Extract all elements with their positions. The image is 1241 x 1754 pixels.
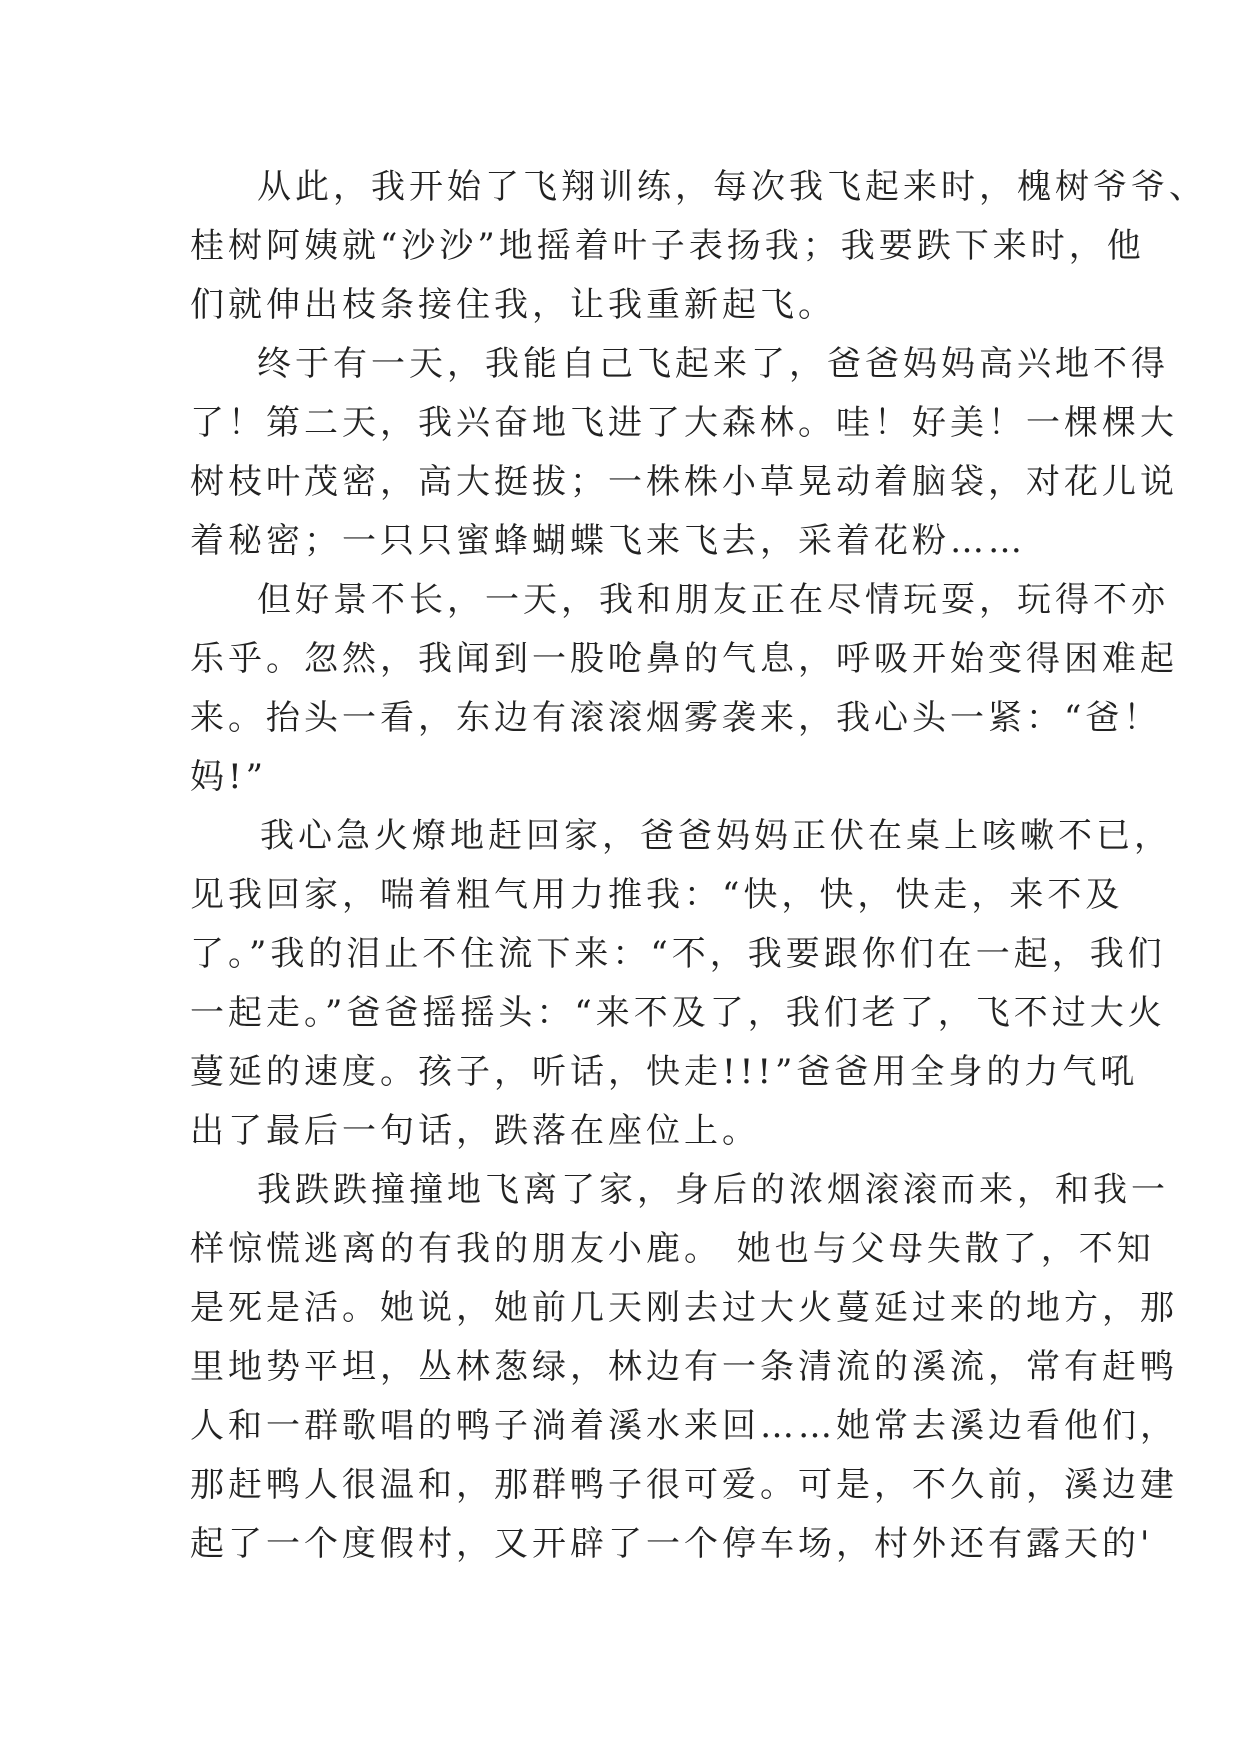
text-line: 样惊慌逃离的有我的朋友小鹿。 她也与父母失散了，不知: [190, 1229, 1155, 1269]
text-line: 们就伸出枝条接住我，让我重新起飞。: [190, 285, 836, 325]
text-line: 我跌跌撞撞地飞离了家，身后的浓烟滚滚而来，和我一: [257, 1170, 1169, 1210]
text-line: 来。抬头一看，东边有滚滚烟雾袭来，我心头一紧：“爸！: [190, 698, 1162, 738]
text-line: 出了最后一句话，跌落在座位上。: [190, 1111, 760, 1151]
paragraph-4: [190, 807, 1172, 1161]
text-line: 从此，我开始了飞翔训练，每次我飞起来时，槐树爷爷、: [257, 167, 1207, 207]
paragraph-3: [190, 571, 1178, 807]
paragraph-2: [190, 335, 1178, 571]
text-line: 我心急火燎地赶回家，爸爸妈妈正伏在桌上咳嗽不已，: [260, 816, 1172, 856]
text-line: 起了一个度假村，又开辟了一个停车场，村外还有露天的': [190, 1524, 1154, 1564]
text-line: 但好景不长，一天，我和朋友正在尽情玩耍，玩得不亦: [257, 580, 1169, 620]
text-line: 是死是活。她说，她前几天刚去过大火蔓延过来的地方，那: [190, 1288, 1178, 1328]
text-line: 树枝叶茂密，高大挺拔；一株株小草晃动着脑袋，对花儿说: [190, 462, 1178, 502]
text-line: 了！第二天，我兴奋地飞进了大森林。哇！好美！一棵棵大: [190, 403, 1178, 443]
paragraph-5: [190, 1161, 1178, 1574]
text-line: 一起走。”爸爸摇摇头：“来不及了，我们老了，飞不过大火: [190, 993, 1166, 1033]
text-line: 桂树阿姨就“沙沙”地摇着叶子表扬我；我要跌下来时，他: [190, 226, 1145, 266]
text-line: 着秘密；一只只蜜蜂蝴蝶飞来飞去，采着花粉……: [190, 521, 1026, 561]
text-line: 里地势平坦，丛林葱绿，林边有一条清流的溪流，常有赶鸭: [190, 1347, 1178, 1387]
text-line: 妈!”: [190, 757, 268, 797]
text-line: 那赶鸭人很温和，那群鸭子很可爱。可是，不久前，溪边建: [190, 1465, 1178, 1505]
text-line: 了。”我的泪止不住流下来：“不，我要跟你们在一起，我们: [190, 934, 1166, 974]
document-body: [190, 158, 1207, 1574]
text-line: 乐乎。忽然，我闻到一股呛鼻的气息，呼吸开始变得困难起: [190, 639, 1178, 679]
text-line: 终于有一天，我能自己飞起来了，爸爸妈妈高兴地不得: [257, 344, 1169, 384]
text-line: 人和一群歌唱的鸭子淌着溪水来回……她常去溪边看他们，: [190, 1406, 1178, 1446]
paragraph-1: [190, 158, 1207, 335]
text-line: 蔓延的速度。孩子，听话，快走!!!”爸爸用全身的力气吼: [190, 1052, 1139, 1092]
text-line: 见我回家，喘着粗气用力推我：“快，快，快走，来不及: [190, 875, 1124, 915]
